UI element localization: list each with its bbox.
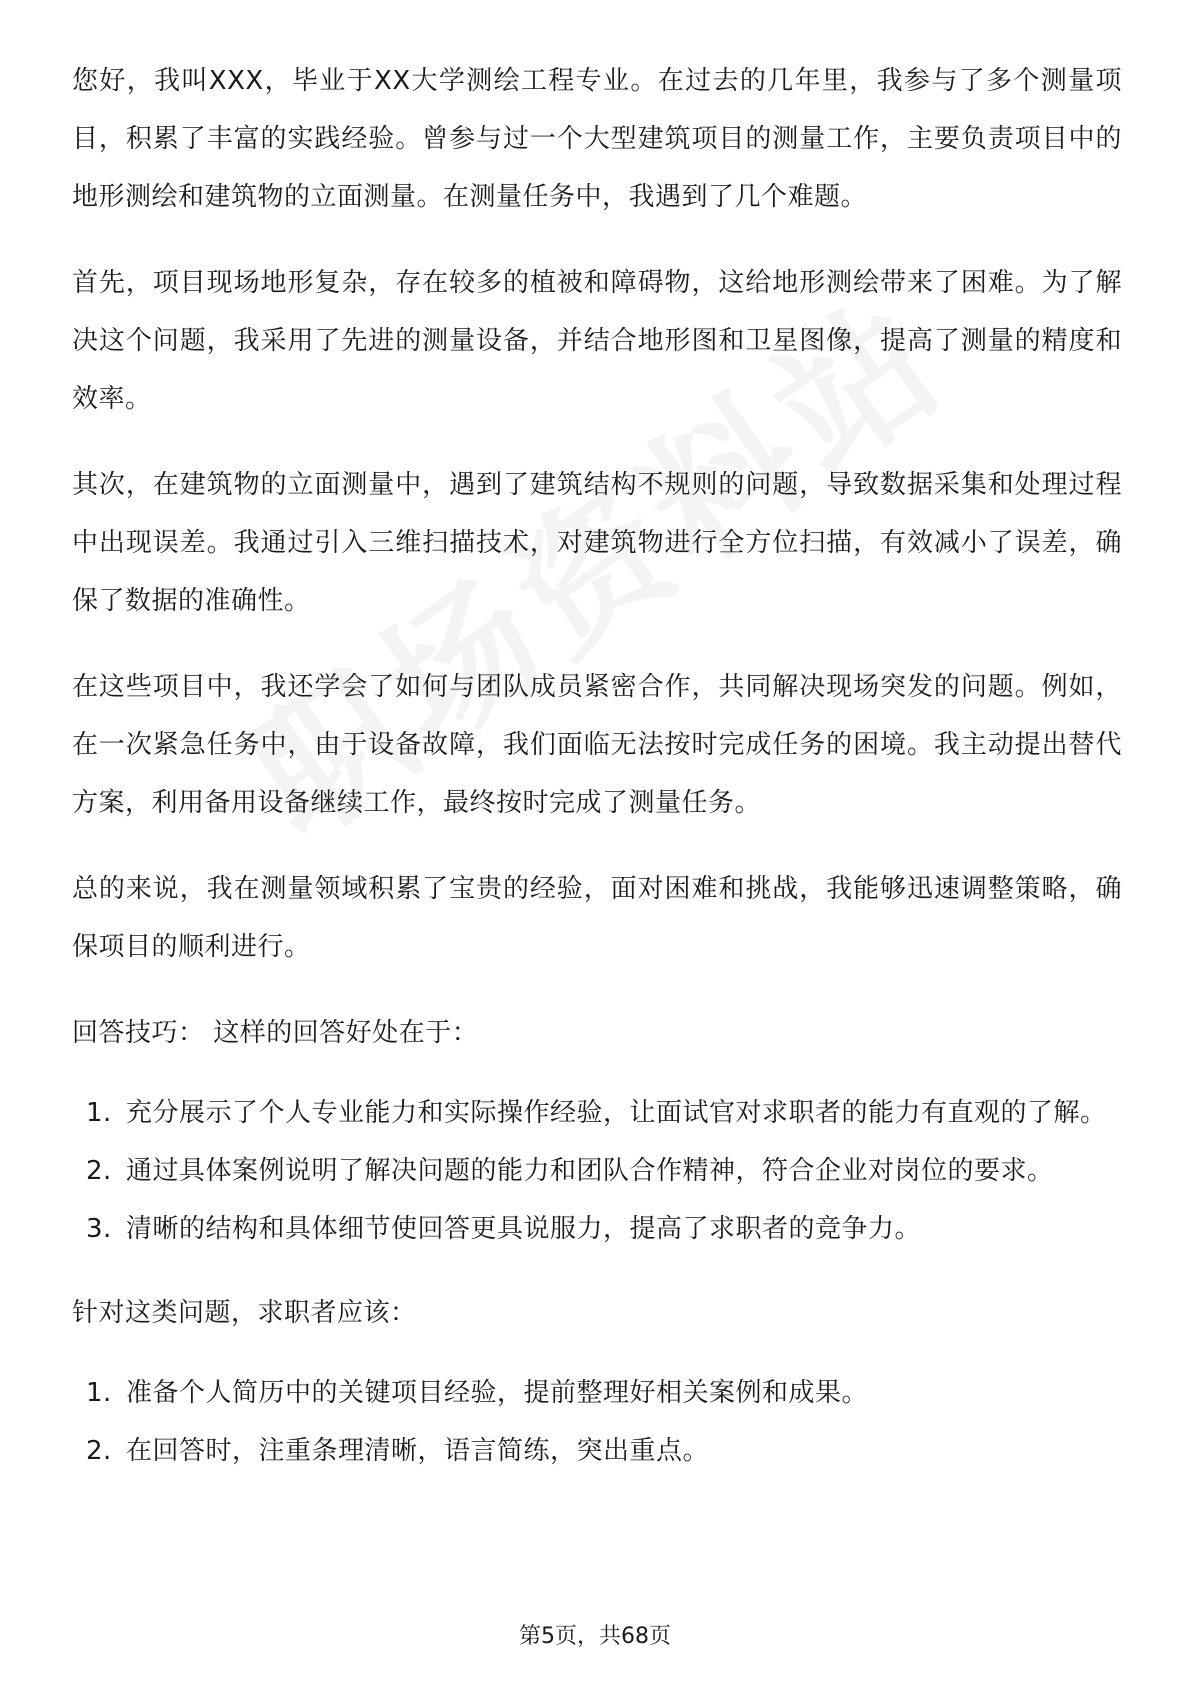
advice-list — [72, 1364, 1122, 1480]
document-body — [72, 52, 1122, 1506]
tips-list — [72, 1084, 1122, 1258]
paragraph-first: 首先，项目现场地形复杂，存在较多的植被和障碍物，这给地形测绘带来了困难。为了解决这个问题，我采用了先进的测量设备，并结合地形图和卫星图像，提高了测量的精度和效率。 — [72, 268, 1122, 414]
list-item — [72, 1084, 1122, 1142]
paragraph-summary: 总的来说，我在测量领域积累了宝贵的经验，面对困难和挑战，我能够迅速调整策略，确保项目的顺利进行。 — [72, 874, 1122, 962]
list-item-text: 充分展示了个人专业能力和实际操作经验，让面试官对求职者的能力有直观的了解。 — [126, 1098, 1107, 1128]
list-item-text: 准备个人简历中的关键项目经验，提前整理好相关案例和成果。 — [126, 1378, 869, 1408]
list-item — [72, 1422, 1122, 1480]
paragraph-second: 其次，在建筑物的立面测量中，遇到了建筑结构不规则的问题，导致数据采集和处理过程中出现误差。我通过引入三维扫描技术，对建筑物进行全方位扫描，有效减小了误差，确保了数据的准确性。 — [72, 470, 1122, 616]
paragraph-teamwork: 在这些项目中，我还学会了如何与团队成员紧密合作，共同解决现场突发的问题。例如，在一次紧急任务中，由于设备故障，我们面临无法按时完成任务的困境。我主动提出替代方案，利用备用设备继续工作，最终按时完成了测量任务。 — [72, 672, 1122, 818]
list-number: 1. — [86, 1378, 112, 1408]
list-item — [72, 1364, 1122, 1422]
list-number: 1. — [86, 1098, 112, 1128]
list-number: 2. — [86, 1156, 112, 1186]
list-item-text: 通过具体案例说明了解决问题的能力和团队合作精神，符合企业对岗位的要求。 — [126, 1156, 1054, 1186]
list-item — [72, 1142, 1122, 1200]
advice-label: 针对这类问题，求职者应该： — [72, 1298, 417, 1328]
list-item — [72, 1200, 1122, 1258]
paragraph-intro: 您好，我叫XXX，毕业于XX大学测绘工程专业。在过去的几年里，我参与了多个测量项目，积累了丰富的实践经验。曾参与过一个大型建筑项目的测量工作，主要负责项目中的地形测绘和建筑物的立面测量。在测量任务中，我遇到了几个难题。 — [72, 66, 1122, 212]
tips-label: 回答技巧： 这样的回答好处在于： — [72, 1018, 479, 1048]
list-item-text: 清晰的结构和具体细节使回答更具说服力，提高了求职者的竞争力。 — [126, 1214, 922, 1244]
list-item-text: 在回答时，注重条理清晰，语言简练，突出重点。 — [126, 1436, 710, 1466]
page-footer: 第5页，共68页 — [519, 1624, 671, 1649]
list-number: 2. — [86, 1436, 112, 1466]
list-number: 3. — [86, 1214, 112, 1244]
